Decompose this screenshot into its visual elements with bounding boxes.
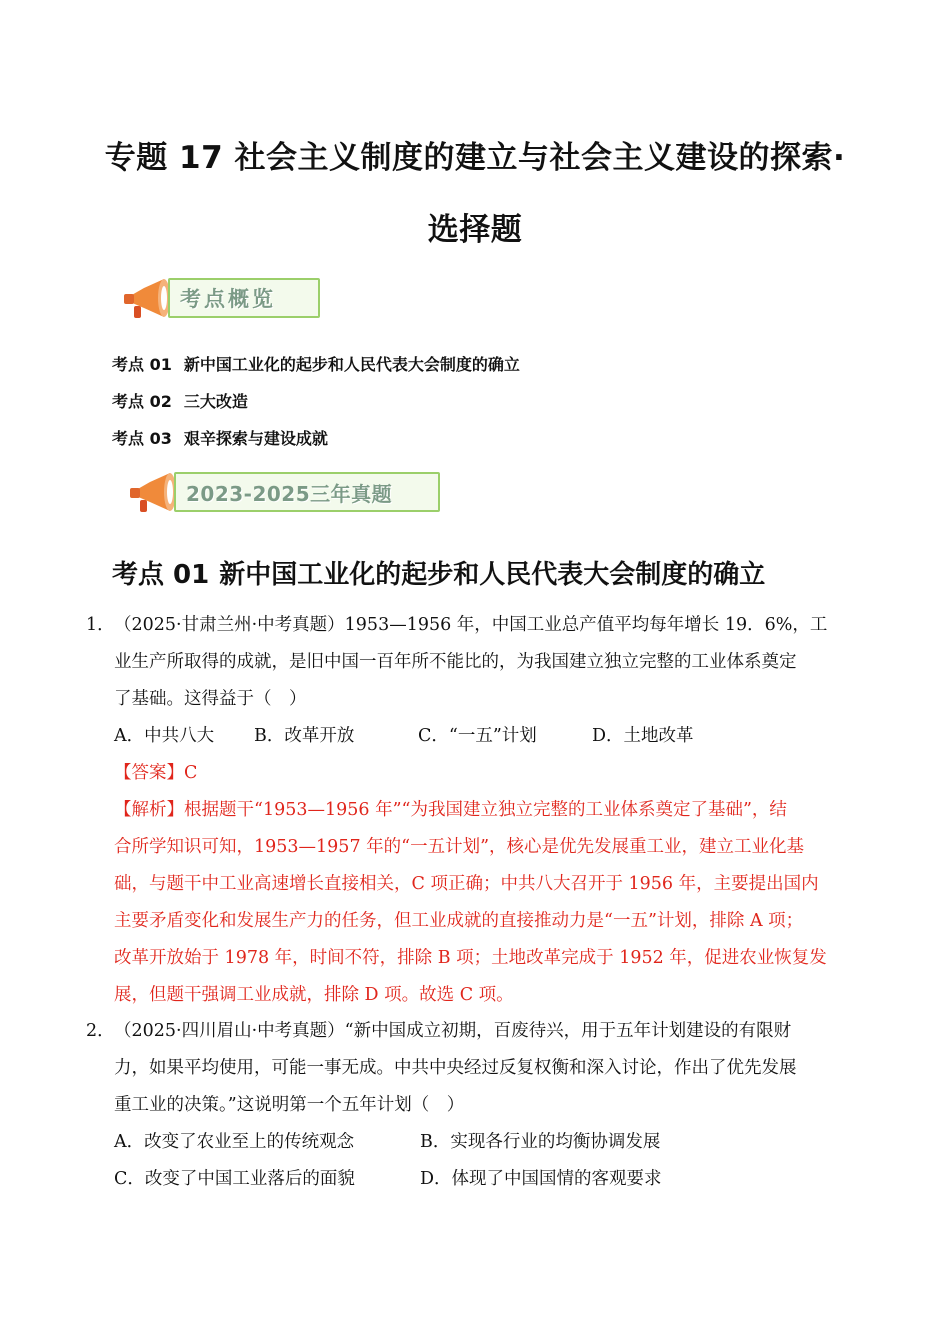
answer-line — [114, 755, 866, 792]
options-row — [114, 718, 866, 755]
analysis-line: 展，但题干强调工业成就，排除 D 项。故选 C 项。 — [114, 985, 514, 1005]
question-1 — [86, 607, 866, 1014]
analysis-line: 主要矛盾变化和发展生产力的任务，但工业成就的直接推动力是“一五”计划，排除 A 项； — [114, 911, 804, 931]
option-d: D．土地改革 — [592, 726, 694, 746]
kaodian-overview-banner — [120, 276, 320, 322]
kaodian-number: 考点 03 — [112, 429, 172, 448]
kaodian-text: 新中国工业化的起步和人民代表大会制度的确立 — [183, 355, 520, 374]
options-row — [114, 1161, 866, 1198]
question-stem-line: （2025·甘肃兰州·中考真题）1953—1956 年，中国工业总产值平均每年增长 19．6%，工 — [114, 615, 828, 635]
section-heading — [112, 554, 765, 591]
kaodian-item — [112, 389, 248, 412]
kaodian-number: 考点 01 — [112, 355, 172, 374]
question-number: 2． — [86, 1021, 115, 1041]
question-stem-line: 了基础。这得益于（ ） — [114, 689, 307, 709]
option-d: D．体现了中国国情的客观要求 — [420, 1169, 662, 1189]
option-c: C．“一五”计划 — [418, 726, 537, 746]
analysis-line: 改革开放始于 1978 年，时间不符，排除 B 项；土地改革完成于 1952 年，促进农业恢复发 — [114, 948, 827, 968]
option-a: A．中共八大 — [114, 726, 215, 746]
analysis-line: 根据题干“1953—1956 年”“为我国建立独立完整的工业体系奠定了基础”，结 — [184, 800, 787, 820]
analysis-block — [86, 792, 866, 1014]
answer-label: 【答案】 — [114, 763, 184, 783]
kaodian-item — [112, 352, 520, 375]
option-c: C．改变了中国工业落后的面貌 — [114, 1169, 355, 1189]
options-row — [114, 1124, 866, 1161]
option-a: A．改变了农业至上的传统观念 — [114, 1132, 355, 1152]
option-b: B．实现各行业的均衡协调发展 — [420, 1132, 661, 1152]
question-2 — [86, 1013, 866, 1198]
analysis-label: 【解析】 — [114, 800, 184, 820]
kaodian-text: 艰辛探索与建设成就 — [183, 429, 328, 448]
question-stem-line: 重工业的决策。”这说明第一个五年计划（ ） — [114, 1095, 465, 1115]
section-title: 新中国工业化的起步和人民代表大会制度的确立 — [219, 560, 766, 590]
question-number: 1． — [86, 615, 115, 635]
question-stem-line: （2025·四川眉山·中考真题）“新中国成立初期，百废待兴，用于五年计划建设的有限财 — [114, 1021, 792, 1041]
page-title-line-2: 选择题 — [427, 212, 523, 248]
kaodian-text: 三大改造 — [183, 392, 248, 411]
banner-label: 考点概览 — [168, 278, 320, 318]
banner-label: 2023-2025三年真题 — [174, 472, 440, 512]
page-title-line-1: 专题 17 社会主义制度的建立与社会主义建设的探索· — [104, 140, 846, 176]
kaodian-item — [112, 426, 328, 449]
answer-value: C — [184, 763, 198, 783]
option-b: B．改革开放 — [254, 726, 355, 746]
three-year-exam-banner — [126, 470, 446, 516]
question-stem-line: 业生产所取得的成就，是旧中国一百年所不能比的，为我国建立独立完整的工业体系奠定 — [114, 652, 797, 672]
analysis-line: 合所学知识可知，1953—1957 年的“一五计划”，核心是优先发展重工业，建立工业化基 — [114, 837, 805, 857]
section-number: 考点 01 — [112, 560, 210, 590]
analysis-line: 础，与题干中工业高速增长直接相关，C 项正确；中共八大召开于 1956 年，主要提出国内 — [114, 874, 819, 894]
kaodian-number: 考点 02 — [112, 392, 172, 411]
question-stem-line: 力，如果平均使用，可能一事无成。中共中央经过反复权衡和深入讨论，作出了优先发展 — [114, 1058, 797, 1078]
